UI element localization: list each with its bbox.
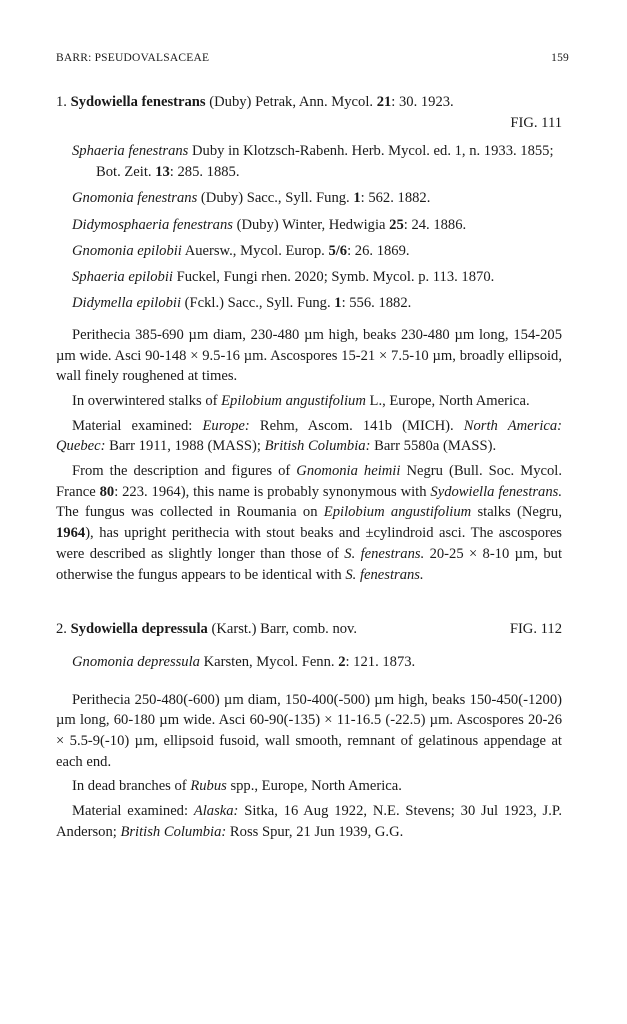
species-number: 2. (56, 621, 67, 638)
synonym-citation: Duby in Klotzsch-Rabenh. Herb. Mycol. ed. 1, n. 1933. 1855; Bot. Zeit. (96, 143, 554, 181)
discussion-text: ), has upright perithecia with stout beaks and ±cylindroid asci. The ascospores were described as slightly longer than those of (56, 525, 562, 562)
synonym (56, 652, 562, 673)
region-british-columbia: British Columbia: (120, 823, 227, 840)
taxon-name: Gnomonia heimii (296, 463, 401, 480)
habitat-text-end: L., Europe, North America. (365, 392, 530, 409)
discussion-text: From the description and figures of (72, 463, 297, 480)
region-alaska: Alaska: (193, 803, 239, 820)
species-heading-2 (56, 619, 562, 640)
discussion-text: The fungus was collected in Roumania on (56, 504, 324, 521)
habitat-text-end: spp., Europe, North America. (226, 778, 402, 795)
synonym-citation: (Fckl.) Sacc., Syll. Fung. (181, 295, 335, 312)
volume-number: 21 (376, 94, 392, 110)
synonym-citation: Fuckel, Fungi rhen. 2020; Symb. Mycol. p. 113. 1870. (172, 268, 495, 285)
description-paragraph-1: Perithecia 385-690 µm diam, 230-480 µm high, beaks 230-480 µm long, 154-205 µm wide. Asci 90-148 × 9.5-16 µm. Ascospores 15-21 × 7.5-10 µm, broadly ellipsoid, wall finely roughened at times. (56, 326, 562, 385)
species-heading-1 (56, 92, 562, 133)
material-label: Material examined: (72, 417, 203, 434)
synonym-citation: Auersw., Mycol. Europ. (181, 242, 329, 259)
description-paragraph-2: Perithecia 250-480(-600) µm diam, 150-400(-500) µm high, beaks 150-450(-1200) µm long, 60-180 µm wide. Asci 60-90(-135) × 11-16.5 (-22.5) µm. Ascospores 20-26 × 5.5-9(-10) µm, ellipsoid fusoid, wall smooth, remnant of gelatinous appendage at each end. (56, 691, 562, 770)
taxon-name: S. fenestrans. (344, 545, 425, 562)
taxon-name: S. fenestrans. (345, 566, 424, 583)
taxon-name: Sydowiella fenestrans. (430, 483, 562, 500)
species-authority: (Duby) Petrak, Ann. Mycol. (209, 94, 374, 110)
synonym-list-1 (56, 141, 562, 313)
habitat-paragraph-1 (56, 391, 562, 412)
synonym-volume: 5/6 (328, 242, 348, 259)
taxon-name: Epilobium angustifolium (323, 504, 472, 521)
year: 1964 (56, 525, 86, 542)
habitat-paragraph-2 (56, 776, 562, 797)
synonym-name: Gnomonia fenestrans (72, 190, 198, 207)
material-examined-2 (56, 801, 562, 842)
page-body (56, 92, 562, 843)
discussion-text: 20-25 × 8-10 µm, but otherwise the fungus appears to be identical with (56, 545, 563, 583)
discussion-text: stalks (Negru, (471, 504, 562, 521)
volume-number: 80 (99, 483, 115, 500)
synonym-name: Sphaeria epilobii (72, 268, 173, 285)
synonym-pages: : 285. 1885. (169, 164, 240, 181)
discussion-text: Negru (Bull. Soc. Mycol. France (56, 463, 562, 500)
host-name: Rubus (190, 778, 227, 795)
synonym-name: Gnomonia epilobii (72, 242, 182, 259)
synonym-citation: Karsten, Mycol. Fenn. (199, 653, 339, 670)
page-number: 159 (551, 52, 569, 64)
habitat-text: In dead branches of (72, 778, 191, 795)
synonym-name: Gnomonia depressula (72, 653, 200, 670)
material-text: Barr 1911, 1988 (MASS); (105, 438, 265, 455)
material-text: Ross Spur, 21 Jun 1939, G.G. (226, 823, 404, 840)
region-north-america: North America: Quebec: (56, 417, 563, 455)
synonym (56, 293, 562, 314)
synonym-name: Didymosphaeria fenestrans (72, 216, 233, 233)
synonym-pages: : 121. 1873. (345, 653, 416, 670)
synonym-pages: : 562. 1882. (360, 190, 431, 207)
synonym-volume: 13 (155, 164, 170, 181)
material-examined-1 (56, 416, 562, 457)
discussion-text: : 223. 1964), this name is probably synonymous with (114, 483, 431, 500)
running-head-title: BARR: PSEUDOVALSACEAE (56, 52, 210, 64)
synonym (56, 188, 562, 209)
figure-reference: FIG. 111 (510, 114, 562, 131)
material-label: Material examined: (72, 803, 194, 820)
synonym (56, 141, 562, 182)
synonym-pages: : 556. 1882. (341, 295, 412, 312)
material-text: Barr 5580a (MASS). (370, 438, 497, 455)
region-europe: Europe: (202, 417, 250, 434)
synonym-citation: (Duby) Sacc., Syll. Fung. (197, 190, 354, 207)
synonym-pages: : 26. 1869. (347, 242, 410, 259)
running-head (56, 52, 569, 68)
material-text: Sitka, 16 Aug 1922, N.E. Stevens; 30 Jul 1923, J.P. Anderson; (56, 803, 562, 840)
synonym-name: Sphaeria fenestrans (72, 143, 189, 160)
material-text: Rehm, Ascom. 141b (MICH). (249, 417, 464, 434)
species-number: 1. (56, 94, 67, 110)
region-british-columbia: British Columbia: (264, 438, 371, 455)
synonym (56, 215, 562, 236)
species-name: Sydowiella fenestrans (70, 94, 206, 110)
synonym-pages: : 24. 1886. (403, 216, 467, 233)
synonym (56, 267, 562, 288)
discussion-paragraph-1 (56, 461, 562, 585)
species-name: Sydowiella depressula (70, 621, 208, 638)
synonym-volume: 1 (334, 295, 342, 312)
species-authority: (Karst.) Barr, comb. nov. (211, 621, 358, 638)
synonym (56, 241, 562, 262)
synonym-volume: 25 (389, 216, 404, 233)
host-name: Epilobium angustifolium (221, 392, 366, 409)
figure-reference: FIG. 112 (509, 621, 562, 638)
synonym-volume: 2 (338, 653, 346, 670)
synonym-name: Didymella epilobii (72, 295, 182, 312)
habitat-text: In overwintered stalks of (72, 392, 222, 409)
synonym-volume: 1 (353, 190, 361, 207)
citation-rest: : 30. 1923. (391, 94, 454, 110)
synonym-citation: (Duby) Winter, Hedwigia (232, 216, 390, 233)
